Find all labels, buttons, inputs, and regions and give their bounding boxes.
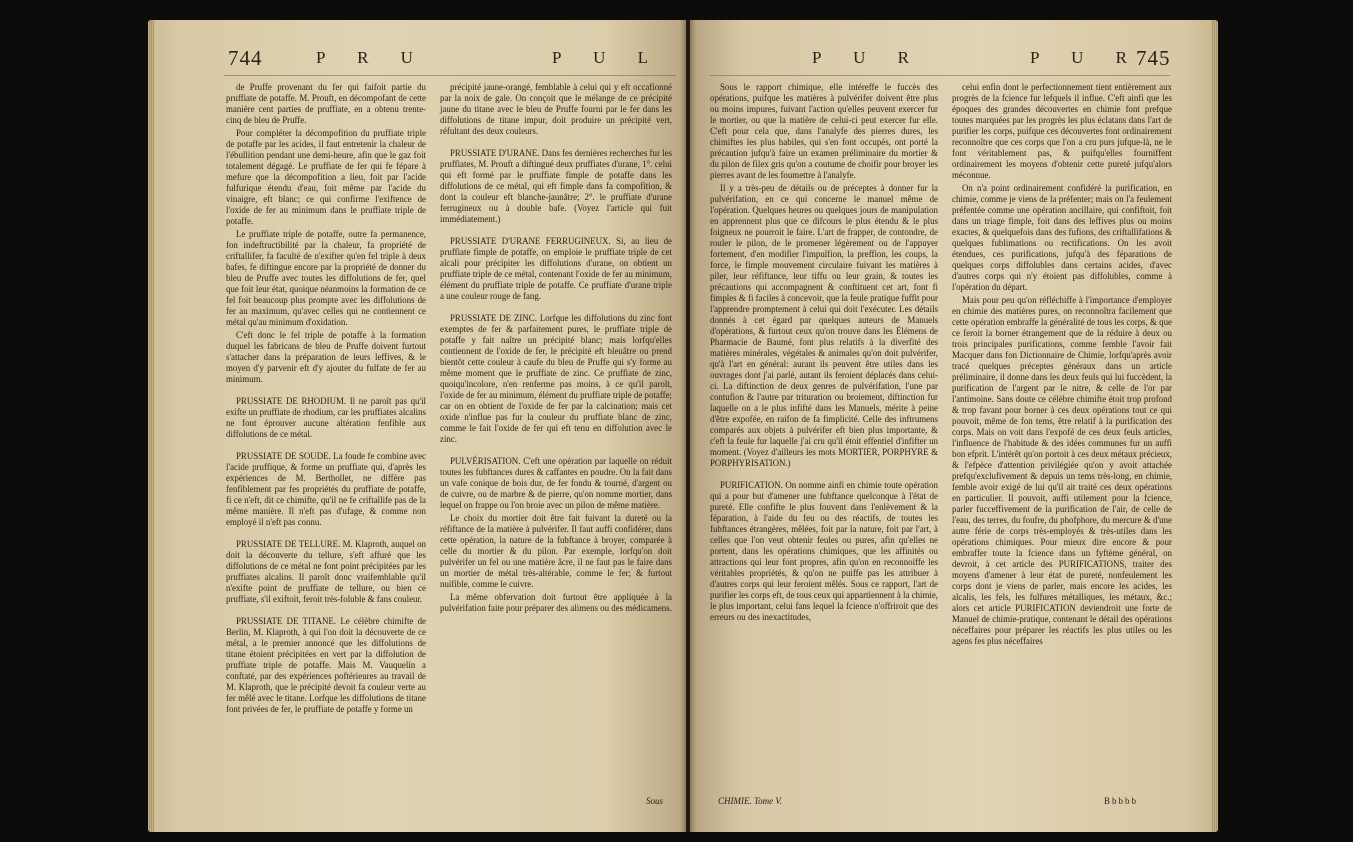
paragraph: Pour compléter la décompofition du pruffiate triple de potaffe par les acides, il faut entretenir la chaleur de l'ébullition pendant une demi-heure, afin que le gaz foit totalement dégagé. Le pruffiate de fer qui fe fépare à mefure que la décompofition a lieu, foit par l'acide fulfurique étendu d'eau, foit même par l'acide du vinaigre, eft blanc; ce qui confirme l'exiftence de l'oxide de fer au minimum dans le pruffiate triple de potaffe.	[226, 128, 426, 226]
entry-prussiate-rhodium: PRUSSIATE DE RHODIUM. Il ne paroît pas qu'il exifte un pruffiate de rhodium, car les pruffiates alcalins ne font éprouver aucune altération fenfible aux diffolutions de ce métal.	[226, 396, 426, 439]
entry-prussiate-zinc: PRUSSIATE DE ZINC. Lorfque les diffolutions du zinc font exemptes de fer & parfaitement pures, le pruffiate triple de potaffe y fait naître un précipité blanc; mais lorfqu'elles contiennent de l'oxide de fer, le précipité eft bleuâtre ou prend bientôt cette couleur à caufe du bleu de Pruffe qui s'y forme au même moment que le pruffiate de zinc. Ce pruffiate de zinc, quoiqu'incolore, n'en renferme pas moins, à ce qu'il paroît, l'oxide de fer au minimum, élément du pruffiate triple de potaffe; car on en obtient de l'oxide de fer par la calcination; mais cet oxide n'influe pas fur la couleur du pruffiate blanc de zinc, comme le fait l'oxide de fer qui eft tenu en diffolution avec le zinc.	[440, 313, 672, 444]
running-head-right-col1: P U R	[812, 48, 923, 67]
right-page-column-2	[952, 82, 1172, 649]
signature-mark: Bbbbb	[1104, 796, 1139, 806]
paragraph: Le choix du mortier doit être fait fuivant la dureté ou la réfiftance de la matière à pulvérifer. Il faut auffi confidérer, dans cette opération, la nature de la fubftance à broyer, comparée à celle du mortier & du pilon. Par exemple, lorfqu'on doit pulvérifer un fel ou une matière âcre, il ne faut pas le faire dans un mortier de métal très-altérable, comme le fer; & furtout nuifible, comme le cuivre.	[440, 513, 672, 589]
entry-pulverisation: PULVÉRISATION. C'eft une opération par laquelle on réduit toutes les fubftances dures & caffantes en poudre. On la fait dans un vafe conique de bois dur, de fer fondu & tourné, d'argent ou de cuivre, ou de marbre & de pierre, qu'on nomme mortier, dans lequel on frappe ou l'on broie avec un pilon de même matière.	[440, 456, 672, 510]
volume-footer: CHIMIE. Tome V.	[718, 796, 783, 806]
page-number-left: 744	[228, 46, 263, 70]
header-rule-left	[224, 75, 676, 76]
right-page-column-1	[710, 82, 938, 625]
paragraph: Il y a très-peu de détails ou de préceptes à donner fur la pulvérifation, en ce qui concerne le manuel même de l'opération. Quelques heures ou quelques jours de manipulation en apprennent plus que ce difcours le plus étendu & le plus foigneux ne pourroit le faire. L'art de frapper, de contondre, de rouler le pilon, de le promener légèrement ou de l'appuyer fortement, d'en modifier l'impulfion, la preffion, les coups, la force, le fimple mouvement circulaire fuivant les matières à piler, leur réfiftance, leur tiffu ou leur grain, & toutes les précautions qui accompagnent & conftituent cet art, font fi fimples & fi faciles à concevoir, que la feule pratique fuffit pour l'apprendre promptement à celui qui doit l'exécuter. Les détails donnés à cet égard par quelques auteurs de Manuels d'opérations, & furtout ceux qu'on trouve dans les Élémens de Pharmacie de Baumé, font plus relatifs à la diverfité des matières minérales, végétales & animales qu'on doit pulvérifer, qu'à l'art en général: aurant ils peuvent être utiles dans les ouvrages dont j'ai parlé, autant ils feroient déplacés dans celui-ci. La diftinction de deux genres de pulvérifation, l'une par contufion & l'autre par trituration ou broiement, diftinction fur laquelle on a le plus infifté dans les Manuels, mérite à peine d'être expofée, en raifon de fa fimplicité. Celle des inftrumens comparés aux objets à pulvérifer eft bien plus importante, & c'eft la feule fur laquelle j'ai cru qu'il étoit effentiel d'infifter un moment. (Voyez d'ailleurs les mots MORTIER, PORPHYRE & PORPHYRISATION.)	[710, 183, 938, 468]
entry-prussiate-tellure: PRUSSIATE DE TELLURE. M. Klaproth, auquel on doit la découverte du tellure, s'eft affuré que les diffolutions de ce métal ne font point précipitées par les pruffiates alcalins. Il paroît donc vraifemblable qu'il n'exifte point de pruffiate de tellure, ou bien ce pruffiate, s'il exiftoit, feroit très-foluble & fans couleur.	[226, 539, 426, 604]
running-head-left-col1: P R U	[316, 48, 427, 67]
entry-prussiate-urane-ferrugineux: PRUSSIATE D'URANE FERRUGINEUX. Si, au lieu de pruffiate fimple de potaffe, on emploie le pruffiate triple de cet alcali pour précipiter les diffolutions d'urane, on obtient un pruffiate triple de ce métal, contenant l'oxide de fer au minimum, élément du pruffiate triple de potaffe. Ce pruffiate d'urane triple a une couleur rouge de fang.	[440, 236, 672, 301]
paragraph: Le pruffiate triple de potaffe, outre fa permanence, fon indeftructibilité par la chaleur, fa propriété de criftallifer, fa faculté de n'exifter qu'en fel triple à deux bafes, fe diftingue encore par la propriété de donner du bleu de Pruffe avec toutes les diffolutions de fer, quel que foit leur état, quoique néanmoins la formation de ce fel foit beaucoup plus prompte avec les diffolutions de fer au maximum, qu'avec celles qui ne contiennent ce métal qu'au minimum d'oxidation.	[226, 229, 426, 327]
page-number-right: 745	[1136, 46, 1171, 70]
paragraph: de Pruffe provenant du fer qui faifoit partie du pruffiate de potaffe. M. Prouft, en décompofant de cette manière cent parties de pruffiate, en a obtenu trente-cinq de bleu de Pruffe.	[226, 82, 426, 125]
entry-purification: PURIFICATION. On nomme ainfi en chimie toute opération qui a pour but d'amener une fubftance quelconque à l'état de pureté. Elle confifte le plus fouvent dans l'enlèvement & la féparation, à l'aide du feu ou des réactifs, de toutes les fubftances étrangères, mêlées, foit par la nature, foit par l'art, à celles que l'on veut obtenir feules ou pures, afin qu'elles ne portent, dans les opérations chimiques, que les affinités ou attractions qui leur font propres, afin qu'on en reconnoiffe les véritables propriétés, & qu'on ne puiffe pas les attribuer à d'autres corps qui leur feroient mêlés. Sous ce rapport, l'art de purifier les corps eft, de tous ceux qui appartiennent à la chimie, le plus important, celui fans lequel la fcience n'offriroit que des erreurs ou des inexactitudes,	[710, 480, 938, 622]
left-page-column-1	[226, 82, 426, 717]
paragraph: C'eft donc le fel triple de potaffe à la formation duquel les fabricans de bleu de Pruffe doivent furtout s'attacher dans la préparation de leurs leffives, & le moyen d'y parvenir eft d'y ajouter du fulfate de fer au minimum.	[226, 330, 426, 384]
left-page-edge	[148, 20, 154, 832]
entry-prussiate-urane: PRUSSIATE D'URANE. Dans fes dernières recherches fur les pruffiates, M. Prouft a diftingué deux pruffiates d'urane, 1°. celui qui eft formé par le pruffiate fimple de potaffe dans les diffolutions de ce métal, qui eft fimple dans fa compofition, & dont la couleur eft blanche-jaunâtre; 2°. le pruffiate d'urane ferrugineux ou à double bafe. (Voyez l'article qui fuit immédiatement.)	[440, 148, 672, 224]
paragraph: Sous le rapport chimique, elle intéreffe le fuccès des opérations, puifque les matières à pulvérifer doivent être plus ou moins impures, fuivant l'action qu'elles peuvent exercer fur le mortier, ou que la matière de celui-ci peut exercer fur elle. C'eft pour cela que, dans l'analyfe des pierres dures, les chimiftes les plus habiles, qui s'en font occupés, ont porté la précaution jufqu'à faire un examen préliminaire du mortier & du pilon de filex gris qu'on a coutume de choifir pour broyer les pierres avant de les foumettre à l'analyfe.	[710, 82, 938, 180]
entry-prussiate-titane: PRUSSIATE DE TITANE. Le célèbre chimifte de Berlin, M. Klaproth, à qui l'on doit la découverte de ce métal, a le premier annoncé que les diffolutions de titane étoient précipitées en vert par la diffolution de pruffiate triple de potaffe. Mais M. Vauquelin a conftaté, par des expériences poftérieures au travail de M. Klaproth, que le précipité devoit fa couleur verte au fer mêlé avec le titane. Lorfque les diffolutions de titane font privées de fer, le pruffiate de potaffe y forme un	[226, 616, 426, 714]
paragraph: précipité jaune-orangé, femblable à celui qui y eft occafionné par la noix de gale. On conçoit que le mélange de ce précipité jaune du titane avec le bleu de Pruffe fourni par le fer dans les diffolutions de titane impur, doit produire un précipité vert, réfultant des deux couleurs.	[440, 82, 672, 136]
running-head-right-col2: P U R	[1030, 48, 1141, 67]
right-page	[690, 20, 1218, 832]
right-page-header	[690, 46, 1214, 72]
paragraph: On n'a point ordinairement confidéré la purification, en chimie, comme je viens de la préfenter; mais on l'a feulement préfentée comme une opération ancillaire, qui confiftoit, foit dans un triage fimple, foit dans des leffives plus ou moins exactes, & quelquefois dans des fufions, des criftallifations & quelques fublimations ou rectifications. On les avoit étendues, ces purifications, jufqu'à des féparations de quelques corps diffolubles dans certains acides, d'avec d'autres corps qui n'y étoient pas diffolubles, comme à l'opération du départ.	[952, 183, 1172, 292]
left-page-header	[154, 46, 678, 72]
left-page-column-2	[440, 82, 672, 616]
paragraph: Mais pour peu qu'on réfléchiffe à l'importance d'employer en chimie des matières pures, on reconnoîtra facilement que cette opération embraffe la généralité de tous les corps, & que ce feroit la borner étrangement que de la réduire à deux ou trois principales purifications, comme femble l'avoir fait Macquer dans fon Dictionnaire de Chimie, lorfqu'après avoir tracé quelques préceptes généraux dans un article préliminaire, il donne dans les deux feuls qui lui fuccèdent, la purification de l'argent par le nitre, & celle de l'or par l'antimoine. Sans doute ce célèbre chimifte étoit trop profond & trop favant pour borner à ces deux opérations tout ce qui pouvoit, même de fon tems, être relatif à la purification des corps. Mais on voit dans l'expofé de ces deux feuls articles, l'influence de l'habitude & des idées communes fur un auffi bon efprit. L'intérêt qu'on portoit à ces deux métaux précieux, & l'efpèce d'attention privilégiée qu'on y avoit attachée prefqu'exclufivement & depuis un tems très-long, en chimie, femble avoir exigé de lui qu'il ait traité ces deux opérations en particulier. Il pouvoit, auffi utilement pour la fcience, parler fucceffivement de la purification de l'air, de celle de l'eau, des terres, du foufre, du phofphore, du mercure & d'une autre férie de corps très-employés & très-utiles dans les opérations chimiques. Pour mieux dire encore & pour embraffer toute la fcience dans un fyftème général, on devroit, à cet article des PURIFICATIONS, traiter des moyens d'amener à leur état de pureté, nonfeulement les corps dont je viens de parler, mais encore les acides, les alcalis, les fels, les fulfures métalliques, les métaux, &c.; alors cet article PURIFICATION deviendroit une forte de Manuel de chimie-pratique, contenant le détail des opérations néceffaires pour préparer les réactifs les plus utiles ou les agens fes plus néceffaires	[952, 295, 1172, 646]
catchword: Sous	[646, 796, 664, 806]
right-page-edge	[1212, 20, 1218, 832]
running-head-left-col2: P U L	[552, 48, 662, 67]
left-page	[148, 20, 686, 832]
header-rule-right	[710, 75, 1170, 76]
entry-prussiate-soude: PRUSSIATE DE SOUDE. La foude fe combine avec l'acide pruffique, & forme un pruffiate qui, d'après les expériences de M. Berthollet, ne diffère pas fenfiblement par fes propriétés du pruffiate de potaffe, fi ce n'eft, dit ce chimifte, qu'il ne fe criftallife pas de la même manière. Il n'eft pas d'ufage, & comme non employé il n'eft pas connu.	[226, 451, 426, 527]
paragraph: La même obfervation doit furtout être appliquée à la pulvérifation faite pour préparer des alimens ou des médicamens.	[440, 592, 672, 613]
paragraph: celui enfin dont le perfectionnement tient entièrement aux progrès de la fcience fur lefquels il influe. C'eft ainfi que les époques des grandes découvertes en chimie font prefque toutes marquées par les progrès les plus éclatans dans l'art de purifier les corps, puifque ces découvertes font ordinairement reconnoître que ces corps que l'on a cru purs jufque-là, ne le font véritablement pas, & puifqu'elles fourniffent ordinairement les moyens d'obtenir cette pureté jufqu'alors méconnue.	[952, 82, 1172, 180]
book-gutter	[680, 20, 696, 832]
